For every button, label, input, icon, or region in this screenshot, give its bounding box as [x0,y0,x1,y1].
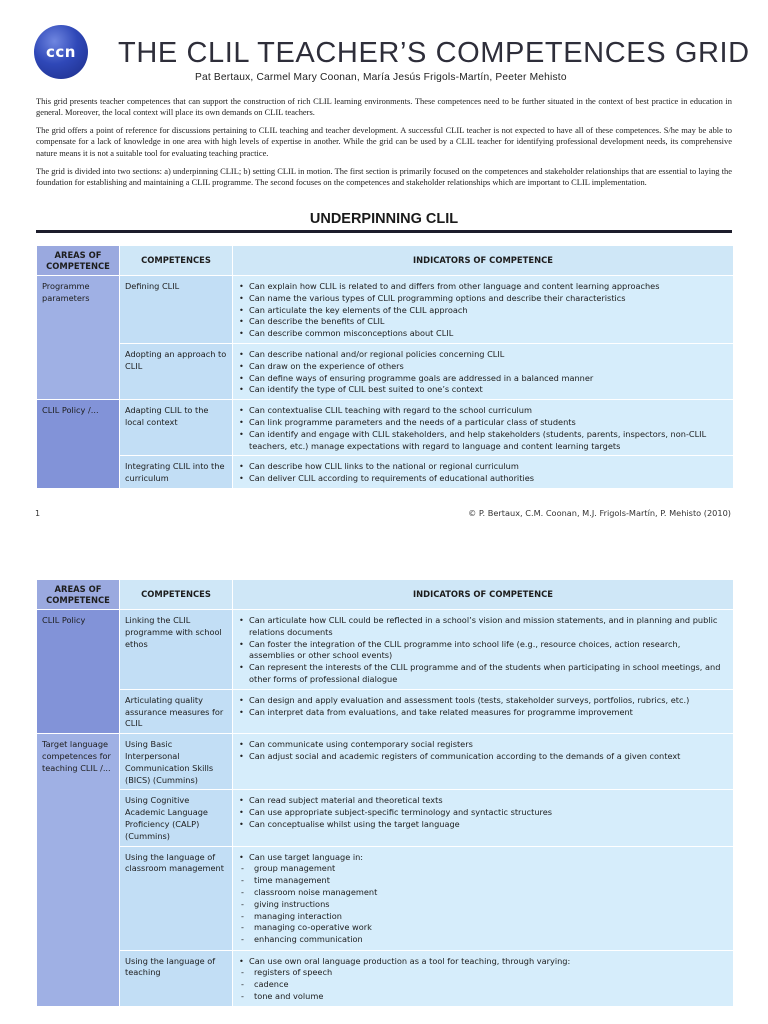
indicator-item: • Can communicate using contemporary social registers [239,739,728,751]
indicator-item: • Can describe common misconceptions about CLIL [239,328,728,340]
indicator-item: • Can identify and engage with CLIL stakeholders, and help stakeholders (students, parents, inspectors, non-CLIL teachers, etc.) manage expectations with regard to language and content learning targets [239,429,728,453]
indicator-item: • Can explain how CLIL is related to and differs from other language and content learning approaches [239,281,728,293]
sub-item: - classroom noise management [239,887,728,899]
logo-text: ccn [46,43,76,61]
sub-item: - managing co-operative work [239,922,728,934]
competence-cell: Integrating CLIL into the curriculum [120,456,233,489]
page-title: THE CLIL TEACHER’S COMPETENCES GRID [118,37,750,69]
indicator-item: • Can describe how CLIL links to the national or regional curriculum [239,461,728,473]
indicator-item: • Can use appropriate subject-specific terminology and syntactic structures [239,807,728,819]
indicator-item: • Can design and apply evaluation and assessment tools (tests, stakeholder surveys, portfolios, rubrics, etc.) [239,695,728,707]
competence-cell: Using Basic Interpersonal Communication Skills (BICS) (Cummins) [120,734,233,790]
indicator-item: • Can represent the interests of the CLIL programme and of the students when participating in school meetings, and other forms of professional dialogue [239,662,728,686]
table-row [37,950,734,1006]
indicator-item: • Can describe the benefits of CLIL [239,316,728,328]
header-indicators: INDICATORS OF COMPETENCE [233,580,734,610]
competence-cell: Articulating quality assurance measures for CLIL [120,689,233,733]
indicator-item: • Can conceptualise whilst using the target language [239,819,728,831]
indicators-cell [233,343,734,399]
table-row [37,790,734,846]
indicator-item: • Can interpret data from evaluations, and take related measures for programme improvement [239,707,728,719]
indicator-item: • Can link programme parameters and the needs of a particular class of students [239,417,728,429]
indicator-item: • Can articulate how CLIL could be reflected in a school’s vision and mission statements, and in planning and public relations documents [239,615,728,639]
table-header-row [37,580,734,610]
indicator-item: • Can define ways of ensuring programme goals are addressed in a balanced manner [239,373,728,385]
competence-cell: Defining CLIL [120,276,233,344]
sub-item: - giving instructions [239,899,728,911]
indicators-cell [233,846,734,950]
competence-cell: Linking the CLIL programme with school ethos [120,610,233,690]
table-row [37,400,734,456]
intro-paragraph-3: The grid is divided into two sections: a) underpinning CLIL; b) setting CLIL in motion. The first section is primarily focused on the competences and stakeholder relationships that are essential to laying the foundation for establishing and maintaining a CLIL programme. The second focuses on the competences and stakeholder relationships which are important to CLIL implementation. [36,166,732,188]
area-cell: CLIL Policy [37,610,120,734]
indicators-cell [233,276,734,344]
competence-cell: Adapting CLIL to the local context [120,400,233,456]
indicators-cell [233,610,734,690]
indicator-item: • Can articulate the key elements of the CLIL approach [239,305,728,317]
indicator-item: • Can describe national and/or regional policies concerning CLIL [239,349,728,361]
table-row [37,456,734,489]
copyright-line: © P. Bertaux, C.M. Coonan, M.J. Frigols-Martín, P. Mehisto (2010) [468,508,731,518]
header-indicators: INDICATORS OF COMPETENCE [233,246,734,276]
ccn-logo [34,25,88,79]
authors-line: Pat Bertaux, Carmel Mary Coonan, María Jesús Frigols-Martín, Peeter Mehisto [195,72,567,83]
indicators-cell [233,400,734,456]
indicator-item: • Can deliver CLIL according to requirements of educational authorities [239,473,728,485]
sub-item: - tone and volume [239,991,728,1003]
header-areas: AREAS OF COMPETENCE [37,580,120,610]
indicators-cell [233,689,734,733]
indicators-cell [233,950,734,1006]
indicators-cell [233,456,734,489]
indicator-text: Can use own oral language production as a tool for teaching, through varying: [249,955,571,966]
header-competences: COMPETENCES [120,580,233,610]
table-row [37,689,734,733]
competence-table-1 [36,245,734,489]
indicator-item [239,852,728,946]
indicator-item: • Can name the various types of CLIL programming options and describe their characteristics [239,293,728,305]
indicators-cell [233,734,734,790]
table-row [37,846,734,950]
area-cell: CLIL Policy /... [37,400,120,489]
competence-cell: Using Cognitive Academic Language Proficiency (CALP) (Cummins) [120,790,233,846]
indicator-text: Can use target language in: [249,851,364,862]
section-title: UNDERPINNING CLIL [309,211,459,227]
indicators-cell [233,790,734,846]
table-row [37,276,734,344]
table-row [37,343,734,399]
sub-item: - managing interaction [239,911,728,923]
area-cell: Target language competences for teaching CLIL /... [37,734,120,1007]
indicator-item: • Can foster the integration of the CLIL programme into school life (e.g., resource choices, action research, assemblies or other school events) [239,639,728,663]
table-header-row [37,246,734,276]
indicator-item: • Can adjust social and academic registers of communication according to the demands of a given context [239,751,728,763]
header-areas: AREAS OF COMPETENCE [37,246,120,276]
table-row [37,734,734,790]
sub-item: - cadence [239,979,728,991]
competence-cell: Adopting an approach to CLIL [120,343,233,399]
competence-cell: Using the language of classroom management [120,846,233,950]
indicator-item: • Can identify the type of CLIL best suited to one’s context [239,384,728,396]
sub-item: - enhancing communication [239,934,728,946]
indicator-item: • Can draw on the experience of others [239,361,728,373]
sub-item: - group management [239,863,728,875]
header-competences: COMPETENCES [120,246,233,276]
competence-cell: Using the language of teaching [120,950,233,1006]
indicator-item: • Can contextualise CLIL teaching with regard to the school curriculum [239,405,728,417]
indicator-item: • Can read subject material and theoretical texts [239,795,728,807]
intro-paragraph-1: This grid presents teacher competences that can support the construction of rich CLIL learning environments. These competences need to be further situated in the context of best practice in education in general. Moreover, the local context will place its own demands on CLIL teachers. [36,96,732,118]
page-number: 1 [35,509,41,518]
area-cell: Programme parameters [37,276,120,400]
sub-item: - registers of speech [239,967,728,979]
section-divider [36,230,732,233]
indicator-item [239,956,728,1003]
intro-paragraph-2: The grid offers a point of reference for discussions pertaining to CLIL teaching and teacher development. A successful CLIL teacher is not expected to have all of these competences. S/he may be able to compensate for a lack of knowledge in one area with high levels of expertise in another. While the grid can be used by a CLIL teacher for identifying professional development needs, its comprehensive nature means it is not a suitable tool for evaluating teaching practice. [36,125,732,158]
competence-table-2 [36,579,734,1007]
sub-item: - time management [239,875,728,887]
table-row [37,610,734,690]
